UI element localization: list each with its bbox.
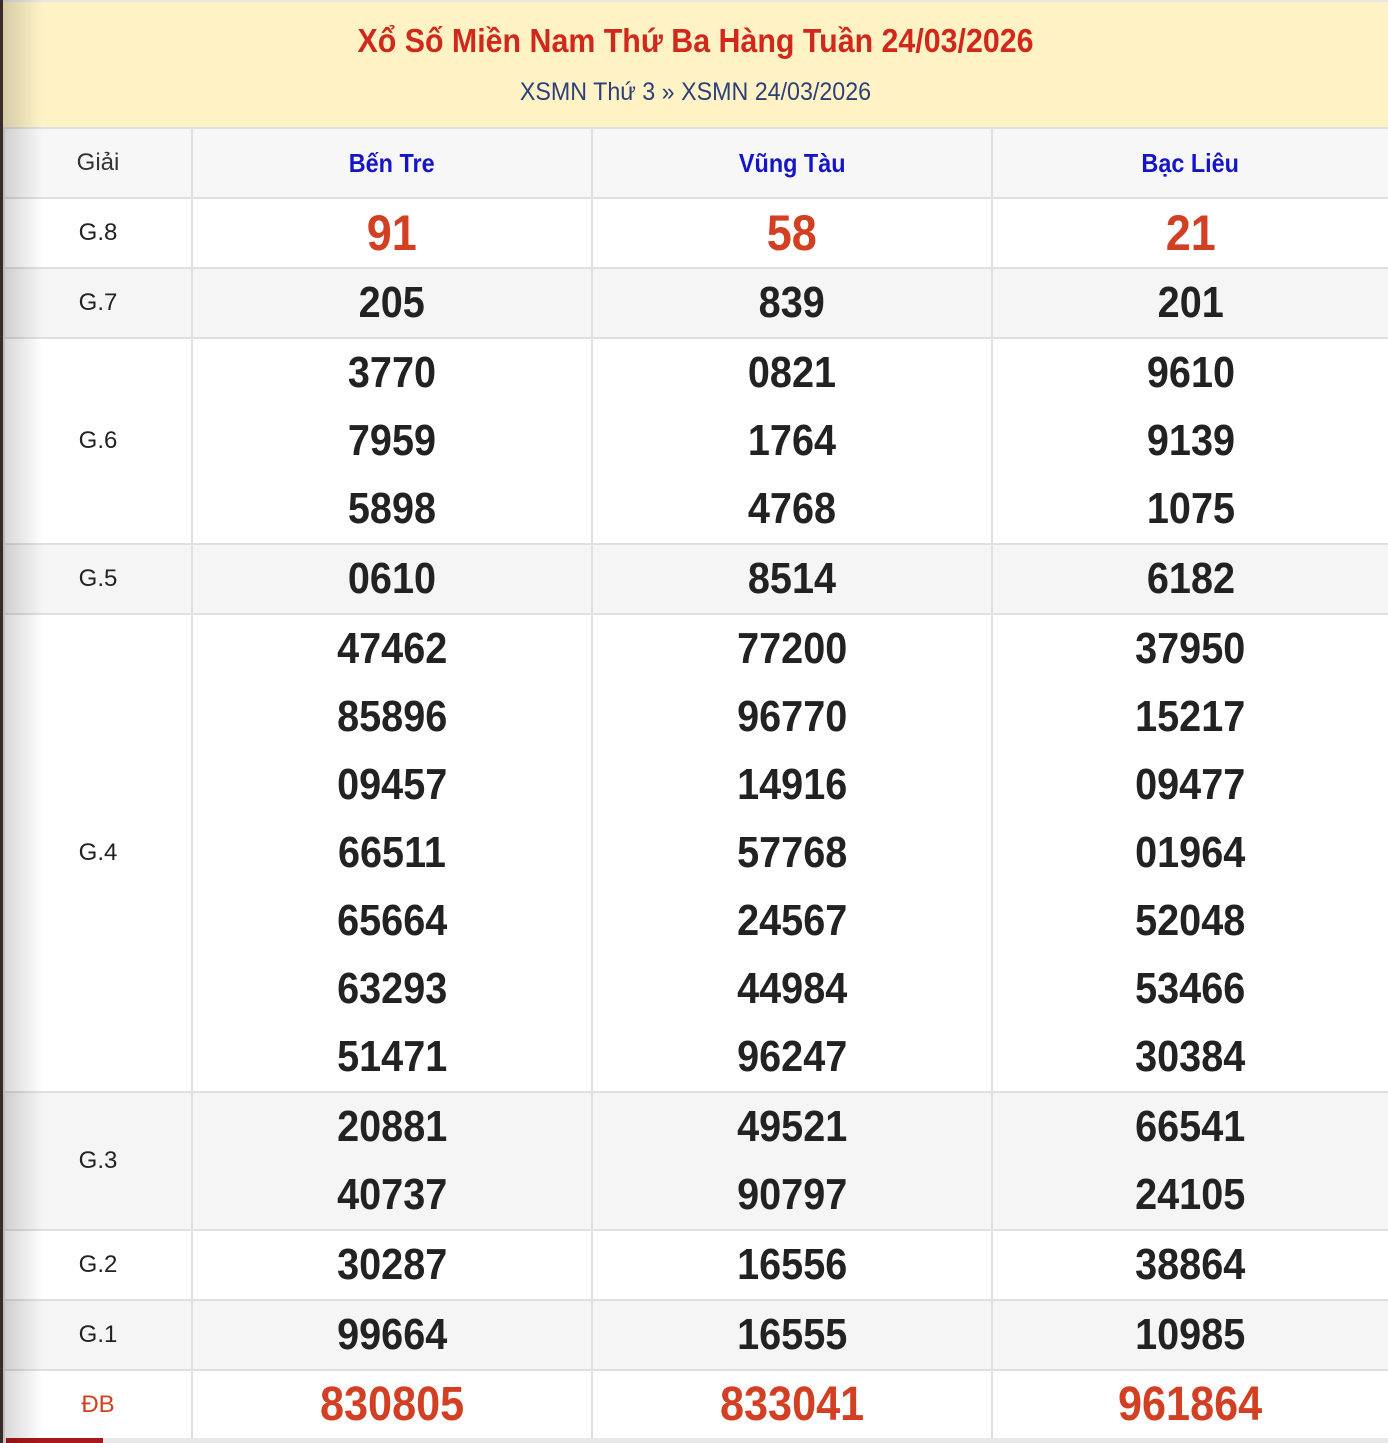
winning-number: 09457 (336, 760, 448, 809)
winning-number: 77200 (736, 624, 848, 673)
prize-label: G.7 (4, 268, 192, 338)
breadcrumb (51, 78, 1339, 107)
prize-label: G.4 (4, 614, 192, 1092)
winning-number: 961864 (1118, 1378, 1263, 1431)
result-cell (192, 198, 592, 268)
winning-number: 0610 (347, 554, 437, 603)
result-cell (592, 1370, 992, 1440)
page-title: Xổ Số Miền Nam Thứ Ba Hàng Tuần 24/03/2026 (357, 22, 1034, 59)
winning-number: 15217 (1135, 692, 1246, 741)
province-header-vung-tau[interactable]: Vũng Tàu (592, 128, 992, 198)
result-cell (592, 1092, 992, 1230)
bottom-tab-strip (3, 1438, 1388, 1443)
breadcrumb-separator: » (661, 78, 675, 106)
winning-number: 37950 (1135, 624, 1246, 673)
winning-number: 16556 (736, 1240, 848, 1289)
winning-number: 10985 (1135, 1310, 1246, 1359)
winning-number: 53466 (1135, 964, 1246, 1013)
winning-number: 3770 (347, 348, 437, 397)
prize-row-g7 (4, 268, 1388, 338)
result-cell (192, 544, 592, 614)
window-left-edge (0, 0, 3, 1443)
result-cell (192, 1230, 592, 1300)
result-cell (992, 338, 1388, 544)
prize-column-header: Giải (4, 128, 192, 198)
result-cell (192, 338, 592, 544)
winning-number: 839 (758, 278, 826, 327)
winning-number: 40737 (336, 1170, 448, 1219)
prize-label: G.3 (4, 1092, 192, 1230)
winning-number: 833041 (719, 1378, 865, 1431)
winning-number: 30287 (336, 1240, 448, 1289)
prize-label: G.5 (4, 544, 192, 614)
prize-row-db (4, 1370, 1388, 1440)
winning-number: 01964 (1135, 828, 1246, 877)
winning-number: 90797 (736, 1170, 848, 1219)
winning-number: 16555 (736, 1310, 848, 1359)
winning-number: 4768 (747, 484, 837, 533)
result-cell (992, 614, 1388, 1092)
winning-number: 66541 (1135, 1102, 1246, 1151)
winning-number: 66511 (338, 828, 446, 877)
winning-number: 38864 (1135, 1240, 1246, 1289)
prize-label: G.8 (4, 198, 192, 268)
result-cell (192, 614, 592, 1092)
result-cell (992, 1092, 1388, 1230)
prize-row-g5 (4, 544, 1388, 614)
winning-number: 14916 (736, 760, 848, 809)
winning-number: 1075 (1146, 484, 1235, 533)
result-cell (592, 614, 992, 1092)
result-cell (192, 1370, 592, 1440)
prize-row-g3 (4, 1092, 1388, 1230)
result-cell (592, 268, 992, 338)
result-cell (992, 268, 1388, 338)
winning-number: 6182 (1146, 554, 1235, 603)
province-header-ben-tre[interactable]: Bến Tre (192, 128, 592, 198)
breadcrumb-link-date[interactable]: XSMN 24/03/2026 (681, 78, 872, 106)
result-cell (992, 1230, 1388, 1300)
prize-label: ĐB (4, 1370, 192, 1440)
winning-number: 830805 (319, 1378, 465, 1431)
winning-number: 9610 (1146, 348, 1235, 397)
winning-number: 44984 (736, 964, 848, 1013)
result-cell (592, 544, 992, 614)
prize-label: G.6 (4, 338, 192, 544)
winning-number: 63293 (336, 964, 448, 1013)
winning-number: 85896 (336, 692, 448, 741)
winning-number: 49521 (736, 1102, 848, 1151)
result-cell (992, 1300, 1388, 1370)
prize-row-g2 (4, 1230, 1388, 1300)
prize-row-g8 (4, 198, 1388, 268)
prize-label: G.1 (4, 1300, 192, 1370)
winning-number: 30384 (1135, 1032, 1246, 1081)
result-cell (192, 1300, 592, 1370)
winning-number: 0821 (747, 348, 837, 397)
winning-number: 24567 (736, 896, 848, 945)
winning-number: 8514 (747, 554, 837, 603)
result-cell (192, 268, 592, 338)
result-cell (592, 198, 992, 268)
result-cell (192, 1092, 592, 1230)
result-cell (592, 1230, 992, 1300)
winning-number: 5898 (347, 484, 437, 533)
winning-number: 52048 (1135, 896, 1246, 945)
results-header (3, 0, 1388, 127)
winning-number: 96247 (736, 1032, 848, 1081)
winning-number: 21 (1165, 205, 1216, 261)
prize-row-g4 (4, 614, 1388, 1092)
prize-label: G.2 (4, 1230, 192, 1300)
winning-number: 47462 (336, 624, 448, 673)
result-cell (992, 544, 1388, 614)
result-cell (592, 338, 992, 544)
winning-number: 91 (366, 205, 418, 261)
result-cell (992, 198, 1388, 268)
winning-number: 24105 (1135, 1170, 1246, 1219)
active-tab-indicator (6, 1438, 103, 1443)
lottery-results-table (3, 127, 1388, 1441)
prize-row-g6 (4, 338, 1388, 544)
winning-number: 9139 (1146, 416, 1235, 465)
winning-number: 51471 (336, 1032, 448, 1081)
winning-number: 65664 (336, 896, 448, 945)
winning-number: 99664 (336, 1310, 448, 1359)
winning-number: 20881 (336, 1102, 448, 1151)
winning-number: 7959 (347, 416, 437, 465)
winning-number: 205 (358, 278, 426, 327)
winning-number: 57768 (736, 828, 848, 877)
result-cell (592, 1300, 992, 1370)
table-header-row (4, 128, 1388, 198)
winning-number: 201 (1157, 278, 1224, 327)
winning-number: 1764 (747, 416, 837, 465)
winning-number: 09477 (1135, 760, 1246, 809)
winning-number: 58 (766, 205, 818, 261)
prize-row-g1 (4, 1300, 1388, 1370)
winning-number: 96770 (736, 692, 848, 741)
province-header-bac-lieu[interactable]: Bạc Liêu (992, 128, 1388, 198)
breadcrumb-link-weekday[interactable]: XSMN Thứ 3 (519, 78, 656, 106)
result-cell (992, 1370, 1388, 1440)
